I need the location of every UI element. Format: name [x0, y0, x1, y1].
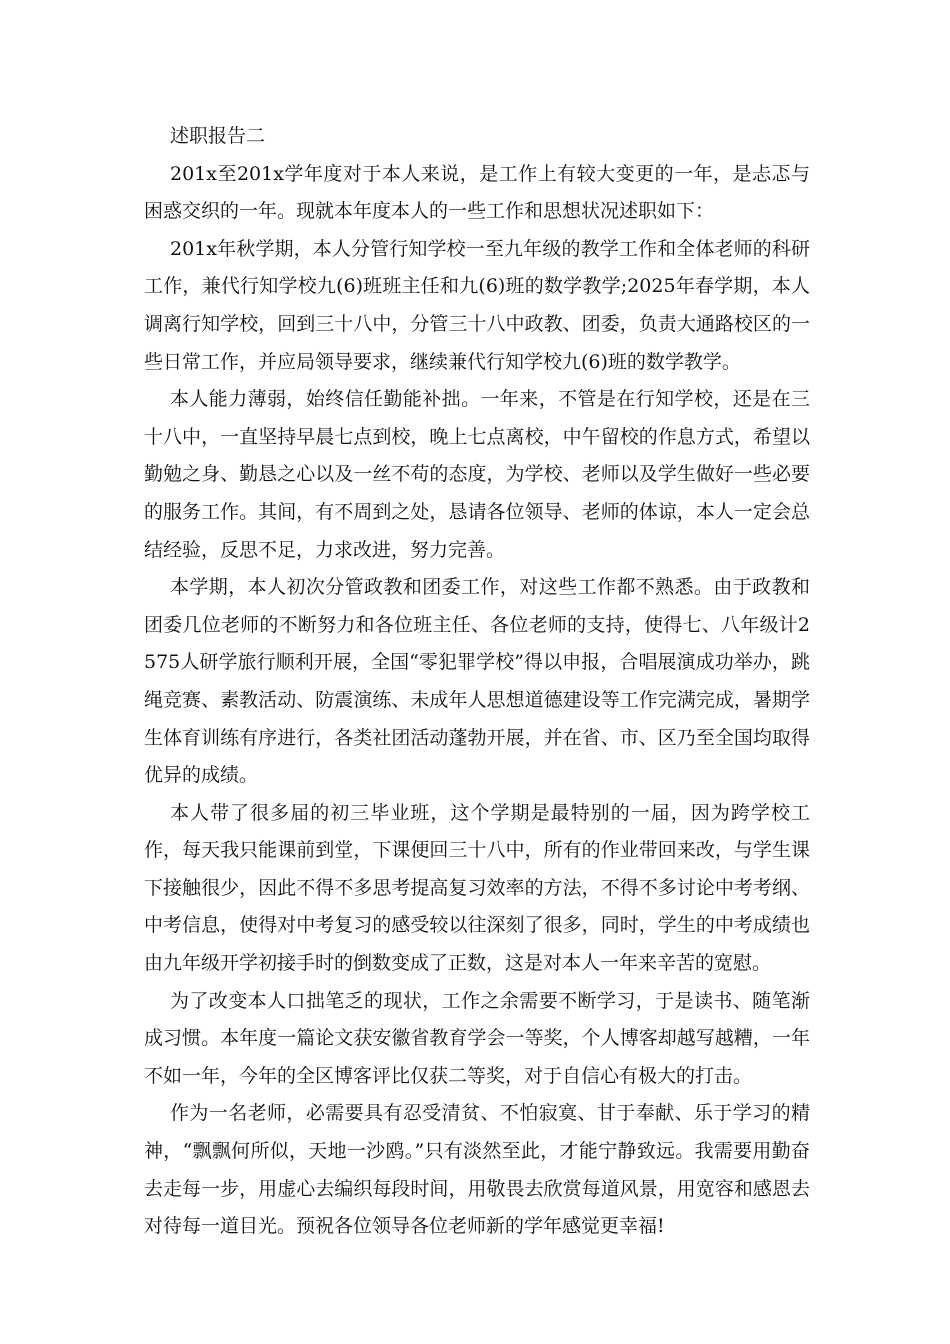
paragraph-intro: 201x至201x学年度对于本人来说，是工作上有较大变更的一年，是忐忑与困惑交织的一年。现就本年度本人的一些工作和思想状况述职如下：: [144, 162, 810, 223]
document-body: [144, 118, 810, 1246]
paragraph-learning: 为了改变本人口拙笔乏的现状，工作之余需要不断学习，于是读书、随笔渐成习惯。本年度一篇论文获安徽省教育学会一等奖，个人博客却越写越糟，一年不如一年，今年的全区博客评比仅获二等奖，对于自信心有极大的打击。: [144, 989, 810, 1087]
paragraph-conclusion: 作为一名老师，必需要具有忍受清贫、不怕寂寞、甘于奉献、乐于学习的精神，“飘飘何所似，天地一沙鸥。”只有淡然至此，才能宁静致远。我需要用勤奋去走每一步，用虚心去编织每段时间，用敬畏去欣赏每道风景，用宽容和感恩去对待每一道目光。预祝各位领导各位老师新的学年感觉更幸福!: [144, 1102, 810, 1238]
document-title: 述职报告二: [170, 125, 266, 147]
paragraph-political-education: 本学期，本人初次分管政教和团委工作，对这些工作都不熟悉。由于政教和团委几位老师的不断努力和各位班主任、各位老师的支持，使得七、八年级计2575人研学旅行顺利开展，全国“零犯罪学校”得以申报，合唱展演成功举办，跳绳竞赛、素教活动、防震演练、未成年人思想道德建设等工作完满完成，暑期学生体育训练有序进行，各类社团活动蓬勃开展，并在省、市、区乃至全国均取得优异的成绩。: [144, 576, 810, 787]
paragraph-duties: 201x年秋学期，本人分管行知学校一至九年级的教学工作和全体老师的科研工作，兼代行知学校九(6)班班主任和九(6)班的数学教学;2025年春学期，本人调离行知学校，回到三十八中，分管三十八中政教、团委，负责大通路校区的一些日常工作，并应局领导要求，继续兼代行知学校九(6)班的数学教学。: [144, 237, 810, 373]
paragraph-graduating-class: 本人带了很多届的初三毕业班，这个学期是最特别的一届，因为跨学校工作，每天我只能课前到堂，下课便回三十八中，所有的作业带回来改，与学生课下接触很少，因此不得不多思考提高复习效率的方法，不得不多讨论中考考纲、中考信息，使得对中考复习的感受较以往深刻了很多，同时，学生的中考成绩也由九年级开学初接手时的倒数变成了正数，这是对本人一年来辛苦的宽慰。: [144, 801, 810, 975]
paragraph-diligence: 本人能力薄弱，始终信任勤能补拙。一年来，不管是在行知学校，还是在三十八中，一直坚持早晨七点到校，晚上七点离校，中午留校的作息方式，希望以勤勉之身、勤恳之心以及一丝不苟的态度，为学校、老师以及学生做好一些必要的服务工作。其间，有不周到之处，恳请各位领导、老师的体谅，本人一定会总结经验，反思不足，力求改进，努力完善。: [144, 388, 810, 561]
